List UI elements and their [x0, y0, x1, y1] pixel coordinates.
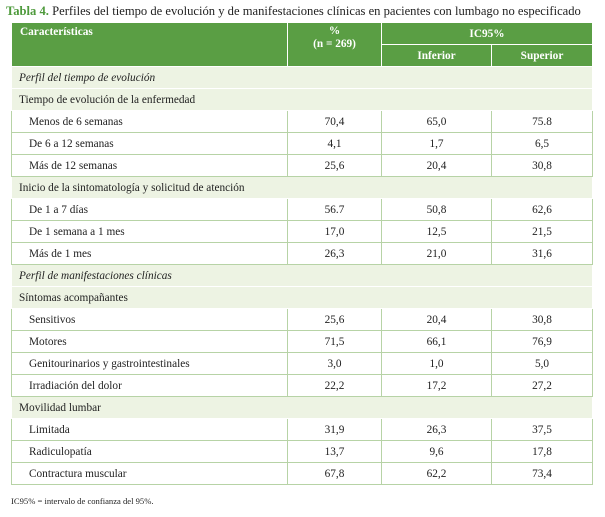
row-upper: 73,4 [492, 463, 593, 485]
row-percent: 25,6 [288, 155, 382, 177]
table-body [12, 67, 593, 485]
row-label: De 1 semana a 1 mes [12, 221, 288, 243]
row-upper: 31,6 [492, 243, 593, 265]
section-row [12, 67, 593, 89]
row-label: Más de 12 semanas [12, 155, 288, 177]
header-features: Características [12, 23, 288, 67]
row-upper: 27,2 [492, 375, 593, 397]
row-label: Más de 1 mes [12, 243, 288, 265]
row-percent: 70,4 [288, 111, 382, 133]
row-lower: 65,0 [382, 111, 492, 133]
row-upper: 17,8 [492, 441, 593, 463]
row-upper: 37,5 [492, 419, 593, 441]
table-row [12, 243, 593, 265]
header-ci: IC95% [382, 23, 593, 45]
row-percent: 26,3 [288, 243, 382, 265]
table-header [12, 23, 593, 67]
table-row [12, 463, 593, 485]
table-row [12, 419, 593, 441]
header-percent-symbol: % [328, 25, 341, 37]
group-row [12, 397, 593, 419]
row-upper: 21,5 [492, 221, 593, 243]
row-label: Irradiación del dolor [12, 375, 288, 397]
row-percent: 56.7 [288, 199, 382, 221]
row-label: Sensitivos [12, 309, 288, 331]
data-table [11, 22, 593, 485]
row-upper: 6,5 [492, 133, 593, 155]
table-row [12, 441, 593, 463]
row-label: De 6 a 12 semanas [12, 133, 288, 155]
row-lower: 1,7 [382, 133, 492, 155]
table-row [12, 111, 593, 133]
table-number: Tabla 4. [6, 4, 49, 18]
row-upper: 75.8 [492, 111, 593, 133]
table-footnote: IC95% = intervalo de confianza del 95%. [11, 496, 154, 506]
row-percent: 13,7 [288, 441, 382, 463]
row-percent: 3,0 [288, 353, 382, 375]
table-row [12, 155, 593, 177]
row-lower: 12,5 [382, 221, 492, 243]
group-label: Inicio de la sintomatología y solicitud de atención [12, 177, 593, 199]
table-row [12, 309, 593, 331]
group-row [12, 89, 593, 111]
row-percent: 71,5 [288, 331, 382, 353]
table-row [12, 199, 593, 221]
table-caption [6, 3, 601, 20]
row-label: Menos de 6 semanas [12, 111, 288, 133]
row-label: Radiculopatía [12, 441, 288, 463]
row-label: Motores [12, 331, 288, 353]
row-upper: 62,6 [492, 199, 593, 221]
table-row [12, 353, 593, 375]
row-lower: 20,4 [382, 309, 492, 331]
row-lower: 1,0 [382, 353, 492, 375]
group-row [12, 287, 593, 309]
group-row [12, 177, 593, 199]
row-label: De 1 a 7 días [12, 199, 288, 221]
row-lower: 66,1 [382, 331, 492, 353]
row-percent: 67,8 [288, 463, 382, 485]
section-label: Perfil de manifestaciones clínicas [12, 265, 593, 287]
group-label: Tiempo de evolución de la enfermedad [12, 89, 593, 111]
row-lower: 20,4 [382, 155, 492, 177]
row-lower: 17,2 [382, 375, 492, 397]
row-lower: 26,3 [382, 419, 492, 441]
row-lower: 50,8 [382, 199, 492, 221]
header-percent-n: (n = 269) [313, 38, 356, 50]
row-lower: 9,6 [382, 441, 492, 463]
row-upper: 30,8 [492, 155, 593, 177]
row-label: Limitada [12, 419, 288, 441]
row-upper: 5,0 [492, 353, 593, 375]
row-percent: 22,2 [288, 375, 382, 397]
group-label: Movilidad lumbar [12, 397, 593, 419]
row-percent: 17,0 [288, 221, 382, 243]
table-row [12, 375, 593, 397]
row-lower: 62,2 [382, 463, 492, 485]
row-percent: 31,9 [288, 419, 382, 441]
row-label: Genitourinarios y gastrointestinales [12, 353, 288, 375]
table-row [12, 221, 593, 243]
row-lower: 21,0 [382, 243, 492, 265]
section-row [12, 265, 593, 287]
row-percent: 4,1 [288, 133, 382, 155]
row-percent: 25,6 [288, 309, 382, 331]
row-label: Contractura muscular [12, 463, 288, 485]
header-lower: Inferior [382, 45, 492, 67]
table-row [12, 133, 593, 155]
section-label: Perfil del tiempo de evolución [12, 67, 593, 89]
header-percent [288, 23, 382, 67]
group-label: Síntomas acompañantes [12, 287, 593, 309]
row-upper: 76,9 [492, 331, 593, 353]
row-upper: 30,8 [492, 309, 593, 331]
table-row [12, 331, 593, 353]
table-title: Perfiles del tiempo de evolución y de manifestaciones clínicas en pacientes con lumbago no especificado [52, 4, 581, 18]
header-upper: Superior [492, 45, 593, 67]
